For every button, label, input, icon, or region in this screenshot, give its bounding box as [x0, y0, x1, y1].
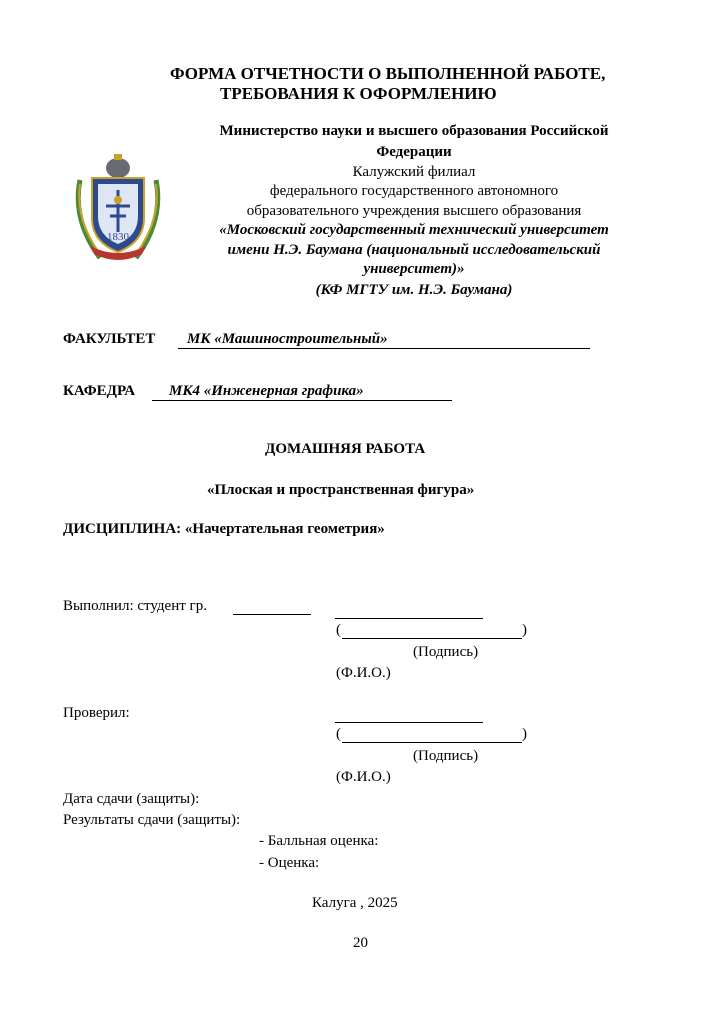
department-label: КАФЕДРА	[63, 383, 136, 399]
city-year: Калуга , 2025	[312, 895, 398, 911]
ministry-line3: Калужский филиал	[352, 164, 476, 180]
department-value: МК4 «Инженерная графика»	[169, 383, 364, 399]
submission-results-label: Результаты сдачи (защиты):	[63, 812, 241, 828]
checker-label: Проверил:	[63, 705, 130, 721]
ministry-line1: Министерство науки и высшего образования Российской	[219, 123, 609, 139]
discipline-label	[63, 521, 385, 538]
work-title: «Плоская и пространственная фигура»	[207, 482, 475, 498]
page-number: 20	[353, 935, 368, 951]
checker-name-caption: (Ф.И.О.)	[336, 769, 391, 785]
checker-signature-caption: (Подпись)	[413, 748, 479, 764]
checker-name-field[interactable]	[335, 722, 483, 723]
ministry-line4: федерального государственного автономного	[269, 183, 559, 199]
ministry-line8: университет)»	[363, 261, 465, 277]
ministry-line5: образовательного учреждения высшего образования	[246, 203, 582, 219]
university-emblem	[70, 150, 166, 270]
checker-signature-field[interactable]	[342, 742, 522, 743]
performer-name-field[interactable]	[335, 618, 483, 619]
performer-signature-field[interactable]	[342, 638, 522, 639]
checker-signature-open: (	[336, 726, 341, 742]
grade-label: - Оценка:	[259, 855, 320, 871]
performer-name-caption: (Ф.И.О.)	[336, 665, 391, 681]
submission-date-label: Дата сдачи (защиты):	[63, 791, 200, 807]
form-title-line2: ТРЕБОВАНИЯ К ОФОРМЛЕНИЮ	[220, 84, 497, 103]
faculty-value: МК «Машиностроительный»	[187, 331, 388, 347]
performer-signature-open: (	[336, 622, 341, 638]
performer-signature-caption: (Подпись)	[413, 644, 479, 660]
score-label: - Балльная оценка:	[259, 833, 379, 849]
faculty-label: ФАКУЛЬТЕТ	[63, 331, 156, 347]
ministry-line7: имени Н.Э. Баумана (национальный исследовательский	[227, 242, 601, 258]
ministry-line9: (КФ МГТУ им. Н.Э. Баумана)	[315, 282, 513, 298]
emblem-icon	[70, 150, 166, 270]
group-field[interactable]	[233, 614, 311, 615]
performer-signature-close: )	[522, 622, 527, 638]
ministry-line2: Федерации	[376, 144, 452, 160]
form-title-line1: ФОРМА ОТЧЕТНОСТИ О ВЫПОЛНЕННОЙ РАБОТЕ,	[170, 64, 606, 83]
performer-label: Выполнил: студент гр.	[63, 598, 207, 614]
discipline-label-text: ДИСЦИПЛИНА:	[63, 521, 182, 537]
checker-signature-close: )	[522, 726, 527, 742]
ministry-line6: «Московский государственный технический университет	[219, 222, 609, 238]
department-underline	[152, 400, 452, 401]
discipline-value: «Начертательная геометрия»	[184, 521, 385, 537]
emblem-year: 1830	[107, 231, 129, 243]
work-type: ДОМАШНЯЯ РАБОТА	[265, 441, 426, 457]
faculty-underline	[178, 348, 590, 349]
